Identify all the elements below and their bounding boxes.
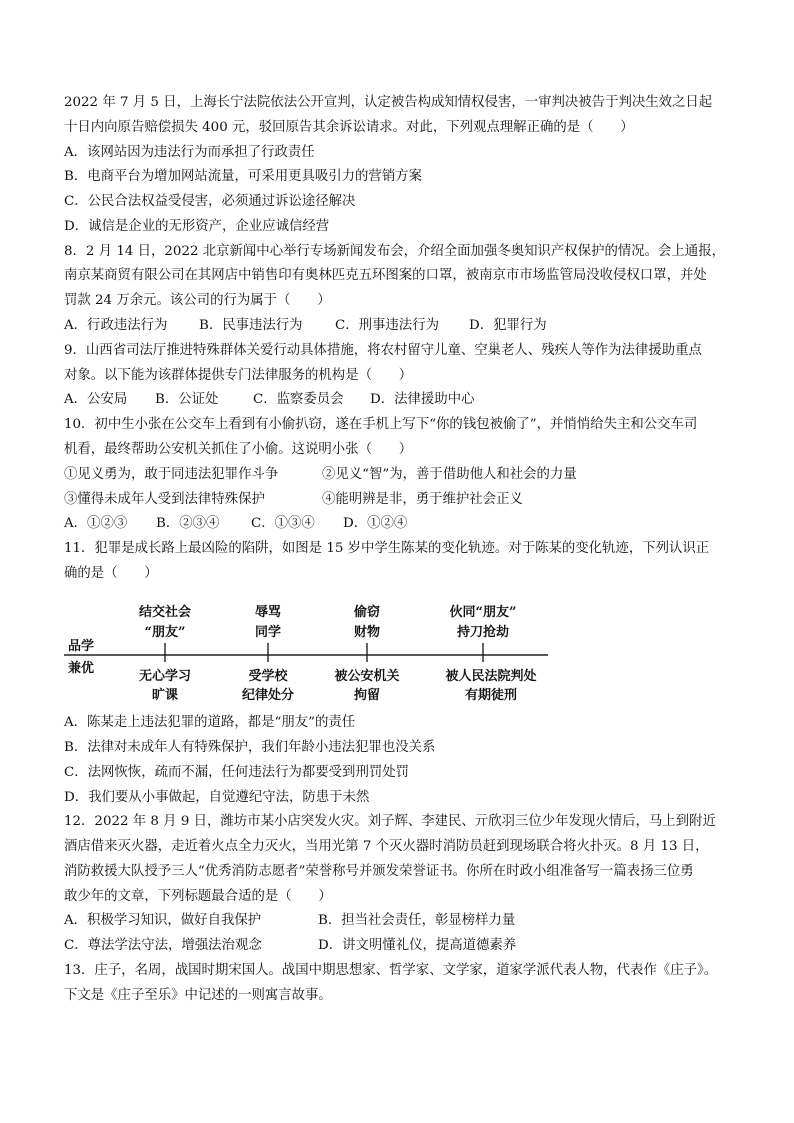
q9-option-d: D．法律援助中心 — [370, 392, 475, 407]
q11-option-d: D．我们要从小事做起，自觉遵纪守法，防患于未然 — [64, 790, 370, 805]
q8-stem-line-3: 罚款 24 万余元。该公司的行为属于（ ） — [64, 293, 331, 308]
top-label-3-line-1: 偷窃 — [353, 605, 381, 620]
q13-stem-line-1: 13．庄子，名周，战国时期宋国人。战国中期思想家、哲学家、文学家，道家学派代表人物，代表作《庄子》。 — [64, 963, 718, 978]
top-label-2-line-1: 辱骂 — [254, 605, 282, 620]
bottom-label-2-line-2: 纪律处分 — [241, 688, 295, 703]
q8-option-a: A．行政违法行为 — [64, 318, 168, 333]
q11-option-b: B．法律对未成年人有特殊保护，我们年龄小违法犯罪也没关系 — [64, 740, 436, 755]
q7-option-d: D．诚信是企业的无形资产，企业应诚信经营 — [64, 219, 330, 234]
q12-option-a: A．积极学习知识，做好自我保护 — [64, 913, 262, 928]
top-label-2-line-2: 同学 — [254, 625, 282, 640]
start-label-line-2: 兼优 — [68, 661, 95, 676]
top-label-4-line-1: 伙同“朋友” — [449, 605, 517, 620]
bottom-label-4-line-1: 被人民法院判处 — [445, 669, 537, 684]
q11-stem-line-2: 确的是（ ） — [64, 566, 158, 581]
q10-option-a: A．①②③ — [64, 516, 128, 531]
q8-options — [64, 316, 744, 336]
q10-stem-line-1: 10．初中生小张在公交车上看到有小偷扒窃，遂在手机上写下“你的钱包被偷了”，并悄悄给失主和公交车司 — [64, 417, 698, 432]
bottom-label-3-line-2: 拘留 — [353, 688, 381, 703]
q7-option-a: A．该网站因为违法行为而承担了行政责任 — [64, 145, 315, 160]
q8-option-b: B．民事违法行为 — [199, 318, 303, 333]
q7-option-b: B．电商平台为增加网站流量，可采用更具吸引力的营销方案 — [64, 169, 422, 184]
q9-option-c: C．监察委员会 — [253, 392, 344, 407]
q8-option-d: D．犯罪行为 — [469, 318, 547, 333]
q10-statement-3: ③懂得未成年人受到法律特殊保护 — [64, 492, 265, 507]
q10-option-d: D．①②④ — [343, 516, 408, 531]
top-label-3-line-2: 财物 — [353, 625, 381, 640]
q12-option-b: B．担当社会责任，彰显榜样力量 — [318, 913, 516, 928]
q10-statement-1: ①见义勇为，敢于同违法犯罪作斗争 — [64, 467, 279, 482]
q11-stem-line-1: 11．犯罪是成长路上最凶险的陷阱，如图是 15 岁中学生陈某的变化轨迹。对于陈某的变化轨迹，下列认识正 — [64, 541, 710, 556]
q10-option-c: C．①③④ — [251, 516, 315, 531]
q12-options-row-2 — [64, 936, 744, 956]
trajectory-diagram — [64, 598, 564, 708]
q9-stem-line-2: 对象。以下能为该群体提供专门法律服务的机构是（ ） — [64, 368, 413, 383]
q11-option-a: A．陈某走上违法犯罪的道路，都是“朋友”的责任 — [64, 715, 356, 730]
q9-option-b: B．公证处 — [155, 392, 219, 407]
q10-statements-row-2 — [64, 490, 744, 510]
top-label-1-line-2: “朋友” — [144, 625, 186, 640]
q8-stem-line-2: 南京某商贸有限公司在其网店中销售印有奥林匹克五环图案的口罩，被南京市市场监管局没收侵权口罩，并处 — [64, 268, 707, 283]
bottom-label-4-line-2: 有期徒刑 — [464, 688, 518, 703]
q9-options — [64, 390, 744, 410]
q10-stem-line-2: 机看，最终帮助公安机关抓住了小偷。这说明小张（ ） — [64, 442, 413, 457]
q12-stem-line-1: 12．2022 年 8 月 9 日，潍坊市某小店突发火灾。刘子辉、李建民、亓欣羽三位少年发现火情后，马上到附近 — [64, 814, 716, 829]
q13-stem-line-2: 下文是《庄子至乐》中记述的一则寓言故事。 — [64, 988, 332, 1003]
q12-options-row-1 — [64, 911, 744, 931]
q10-options — [64, 514, 744, 534]
q9-option-a: A．公安局 — [64, 392, 128, 407]
q10-option-b: B．②③④ — [156, 516, 220, 531]
q8-option-c: C．刑事违法行为 — [335, 318, 439, 333]
q10-statement-4: ④能明辨是非，勇于维护社会正义 — [322, 492, 523, 507]
bottom-label-3-line-1: 被公安机关 — [334, 669, 400, 684]
q12-stem-line-4: 敢少年的文章，下列标题最合适的是（ ） — [64, 889, 332, 904]
bottom-label-1-line-2: 旷课 — [151, 688, 179, 703]
q12-option-d: D．讲文明懂礼仪，提高道德素养 — [318, 938, 517, 953]
q7-option-c: C．公民合法权益受侵害，必须通过诉讼途径解决 — [64, 194, 356, 209]
top-label-4-line-2: 持刀抢劫 — [456, 625, 510, 640]
start-label-line-1: 品学 — [68, 639, 95, 654]
q12-stem-line-3: 消防救援大队授予三人“优秀消防志愿者”荣誉称号并颁发荣誉证书。你所在时政小组准备写一篇表扬三位勇 — [64, 864, 694, 879]
q8-stem-line-1: 8．2 月 14 日，2022 北京新闻中心举行专场新闻发布会，介绍全面加强冬奥知识产权保护的情况。会上通报， — [64, 244, 725, 259]
q9-stem-line-1: 9．山西省司法厅推进特殊群体关爱行动具体措施，将农村留守儿童、空巢老人、残疾人等作为法律援助重点 — [64, 343, 702, 358]
q7-stem-line-1: 2022 年 7 月 5 日，上海长宁法院依法公开宣判，认定被告构成知情权侵害，一审判决被告于判决生效之日起 — [64, 95, 713, 110]
q11-option-c: C．法网恢恢，疏而不漏，任何违法行为都要受到刑罚处罚 — [64, 765, 410, 780]
bottom-label-2-line-1: 受学校 — [248, 669, 288, 684]
bottom-label-1-line-1: 无心学习 — [138, 669, 192, 684]
q10-statements-row-1 — [64, 465, 744, 485]
top-label-1-line-1: 结交社会 — [138, 605, 192, 620]
q12-stem-line-2: 酒店借来灭火器，走近着火点全力灭火，当用光第 7 个灭火器时消防员赶到现场联合将火扑灭。8 月 13 日， — [64, 839, 709, 854]
q10-statement-2: ②见义“智”为，善于借助他人和社会的力量 — [322, 467, 577, 482]
q7-stem-line-2: 十日内向原告赔偿损失 400 元，驳回原告其余诉讼请求。对此，下列观点理解正确的是（ ） — [64, 120, 634, 135]
q12-option-c: C．尊法学法守法，增强法治观念 — [64, 938, 262, 953]
